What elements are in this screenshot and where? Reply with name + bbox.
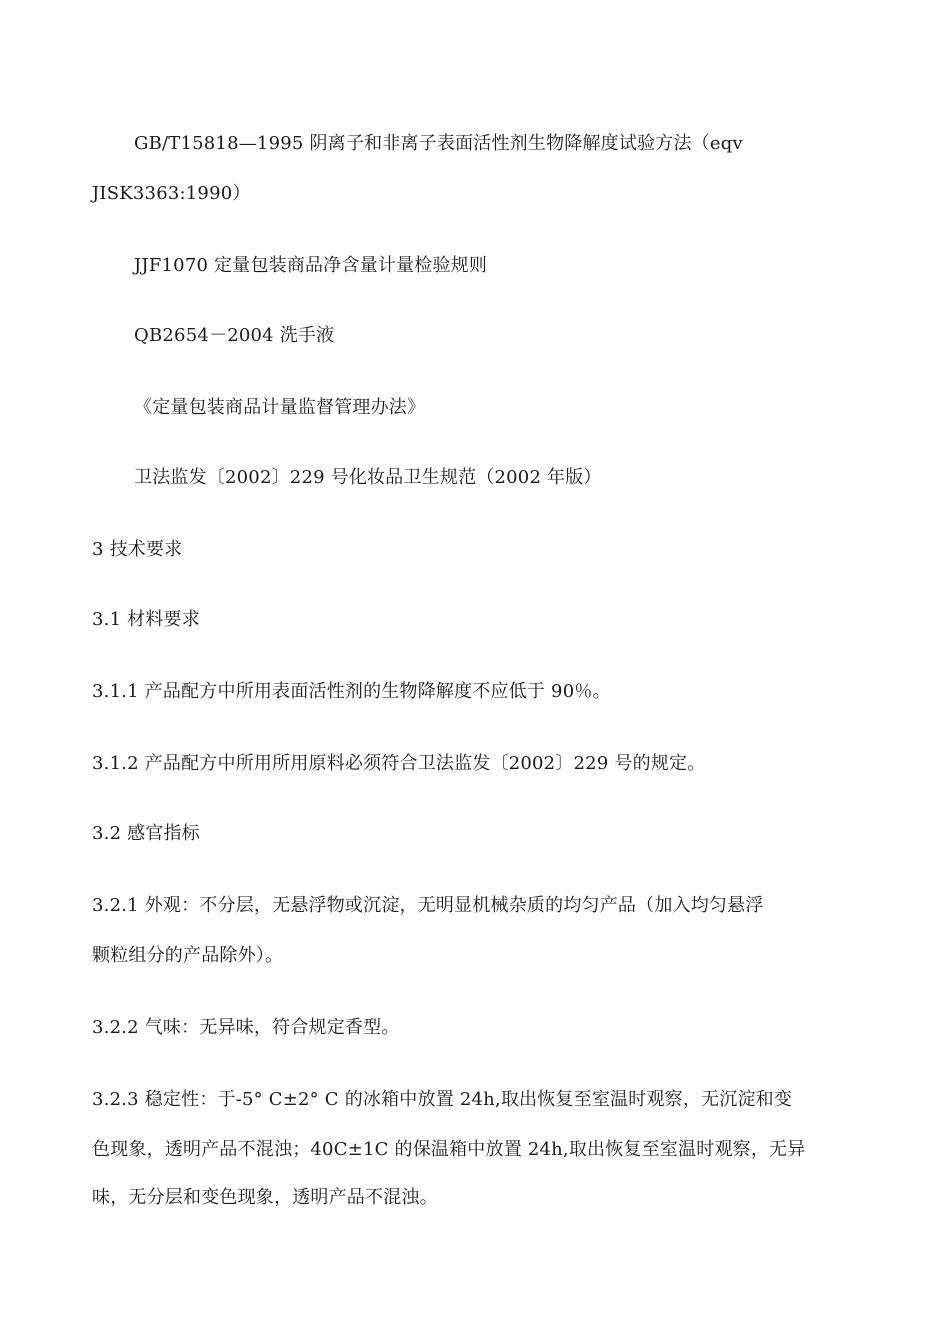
section-3-2-3-line3: 味，无分层和变色现象，透明产品不混浊。 bbox=[92, 1187, 438, 1208]
section-3-1-1: 3.1.1 产品配方中所用表面活性剂的生物降解度不应低于 90％。 bbox=[92, 681, 611, 702]
reference-cosmetic-hygiene-standard: 卫法监发〔2002〕229 号化妆品卫生规范（2002 年版） bbox=[134, 467, 602, 488]
section-3-2-1-line1: 3.2.1 外观：不分层，无悬浮物或沉淀，无明显机械杂质的均匀产品（加入均匀悬浮 bbox=[92, 895, 764, 916]
reference-gb-t15818-line1: GB/T15818—1995 阴离子和非离子表面活性剂生物降解度试验方法（eqv bbox=[134, 133, 743, 154]
section-3-2-heading: 3.2 感官指标 bbox=[92, 823, 200, 844]
section-3-heading: 3 技术要求 bbox=[92, 539, 183, 560]
section-3-2-3-line1: 3.2.3 稳定性：于-5° C±2° C 的冰箱中放置 24h,取出恢复至室温时观察，无沉淀和变 bbox=[92, 1089, 793, 1110]
reference-qb2654: QB2654－2004 洗手液 bbox=[134, 325, 335, 346]
reference-measurement-regulation: 《定量包装商品计量监督管理办法》 bbox=[134, 397, 426, 418]
reference-jjf1070: JJF1070 定量包装商品净含量计量检验规则 bbox=[134, 255, 488, 276]
section-3-2-3-line2: 色现象，透明产品不混浊；40C±1C 的保温箱中放置 24h,取出恢复至室温时观察，无异 bbox=[92, 1139, 806, 1160]
section-3-2-2: 3.2.2 气味：无异味，符合规定香型。 bbox=[92, 1017, 400, 1038]
section-3-1-heading: 3.1 材料要求 bbox=[92, 609, 200, 630]
section-3-2-1-line2: 颗粒组分的产品除外）。 bbox=[92, 945, 284, 966]
reference-gb-t15818-line2: JISK3363:1990） bbox=[92, 183, 251, 204]
section-3-1-2: 3.1.2 产品配方中所用所用原料必须符合卫法监发〔2002〕229 号的规定。 bbox=[92, 753, 706, 774]
